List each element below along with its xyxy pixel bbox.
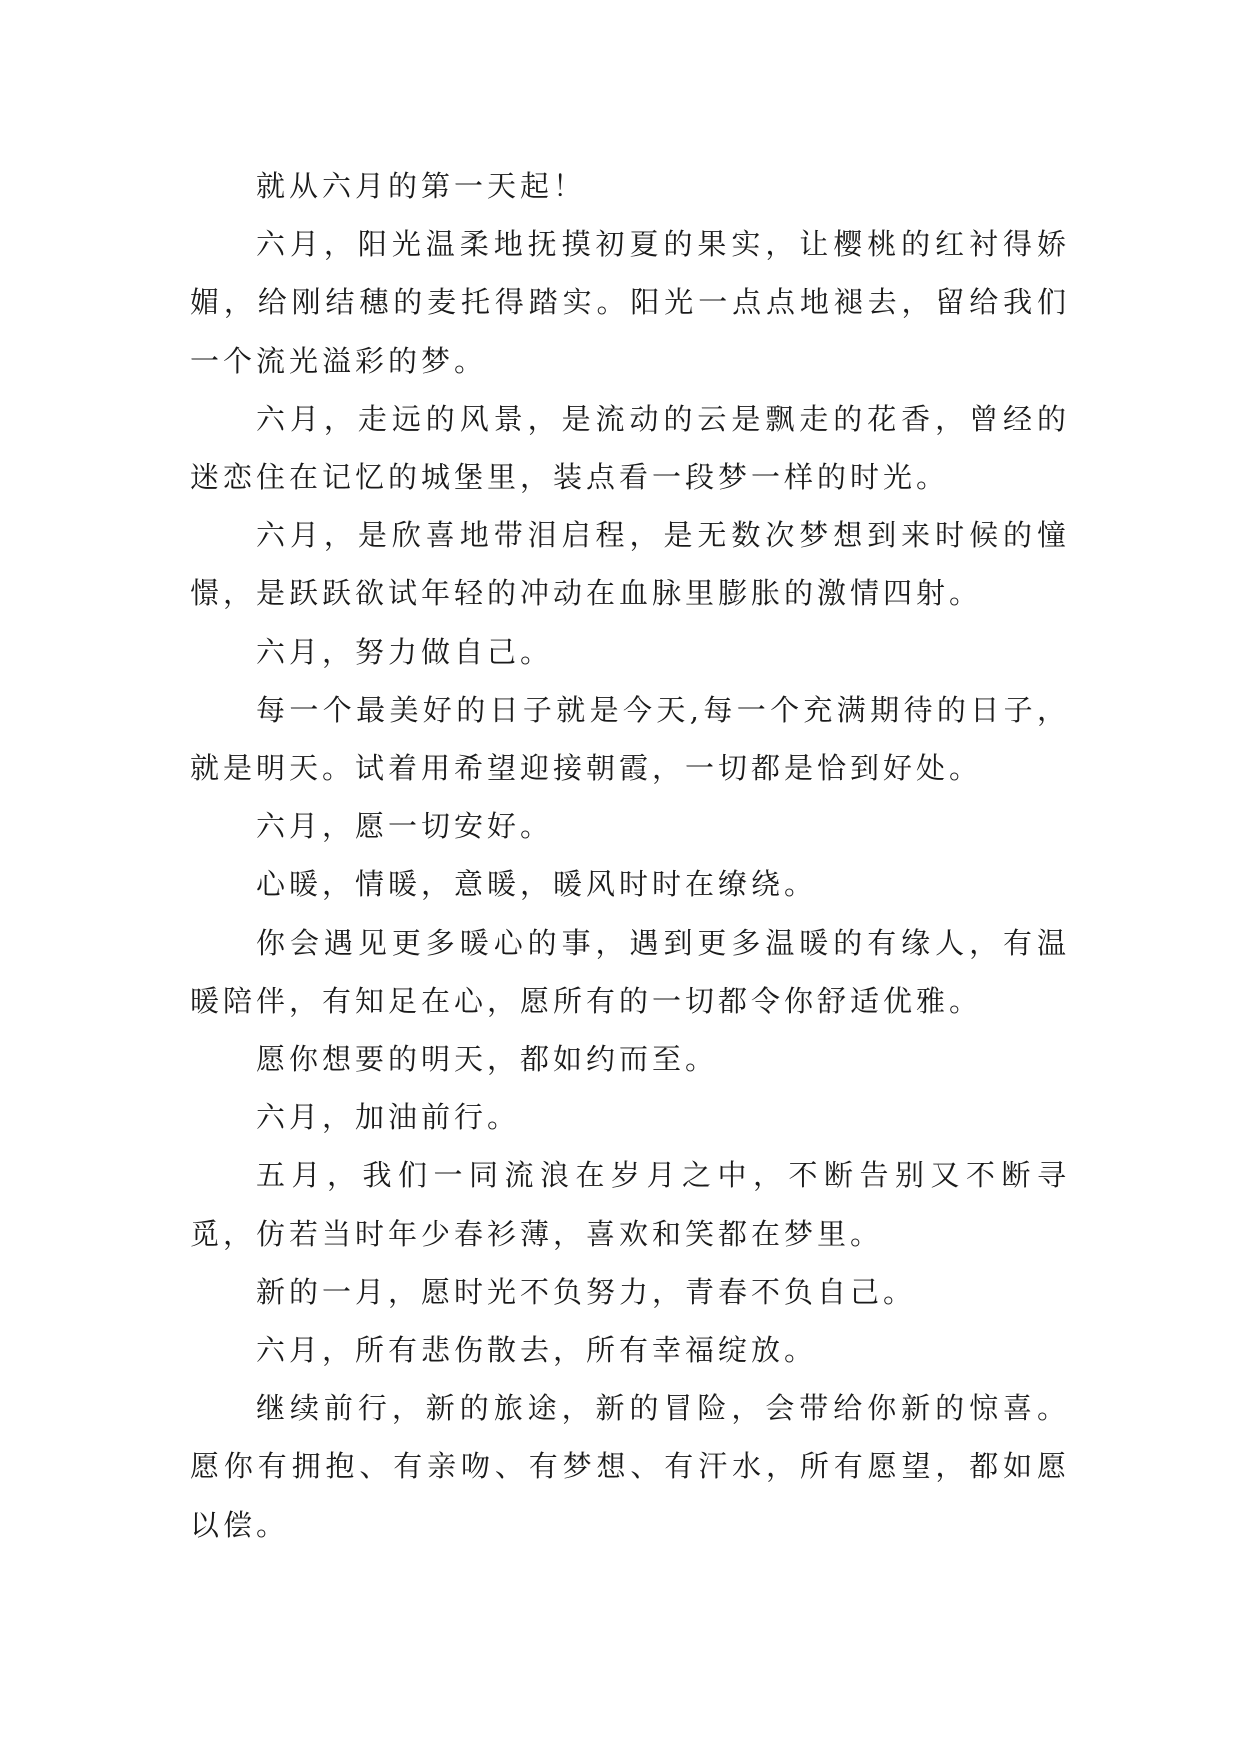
paragraph: 六月，加油前行。 [256, 1100, 521, 1135]
paragraph: 新的一月，愿时光不负努力，青春不负自己。 [256, 1274, 917, 1309]
paragraph: 六月，努力做自己。 [256, 634, 554, 669]
paragraph: 心暖，情暖，意暖，暖风时时在缭绕。 [256, 867, 818, 902]
paragraph: 六月，走远的风景，是流动的云是飘走的花香，曾经的迷恋住在记忆的城堡里，装点看一段梦一样的时光。 [190, 401, 1070, 495]
paragraph: 就从六月的第一天起！ [256, 169, 587, 203]
paragraph: 你会遇见更多暖心的事，遇到更多温暖的有缘人，有温暖陪伴，有知足在心，愿所有的一切都令你舒适优雅。 [190, 925, 1070, 1018]
paragraph: 六月，所有悲伤散去，所有幸福绽放。 [256, 1333, 818, 1368]
document-body [190, 157, 1070, 1554]
paragraph: 六月，是欣喜地带泪启程，是无数次梦想到来时候的憧憬，是跃跃欲试年轻的冲动在血脉里膨胀的激情四射。 [190, 518, 1070, 611]
paragraph: 每一个最美好的日子就是今天,每一个充满期待的日子，就是明天。试着用希望迎接朝霞，一切都是恰到好处。 [190, 692, 1070, 786]
paragraph: 五月，我们一同流浪在岁月之中，不断告别又不断寻觅，仿若当时年少春衫薄，喜欢和笑都在梦里。 [190, 1158, 1070, 1251]
paragraph: 愿你想要的明天，都如约而至。 [256, 1042, 719, 1077]
paragraph: 六月，阳光温柔地抚摸初夏的果实，让樱桃的红衬得娇媚，给刚结穗的麦托得踏实。阳光一点点地褪去，留给我们一个流光溢彩的梦。 [190, 227, 1070, 378]
paragraph: 六月，愿一切安好。 [256, 809, 554, 844]
paragraph: 继续前行，新的旅途，新的冒险，会带给你新的惊喜。愿你有拥抱、有亲吻、有梦想、有汗水，所有愿望，都如愿以偿。 [190, 1391, 1070, 1542]
